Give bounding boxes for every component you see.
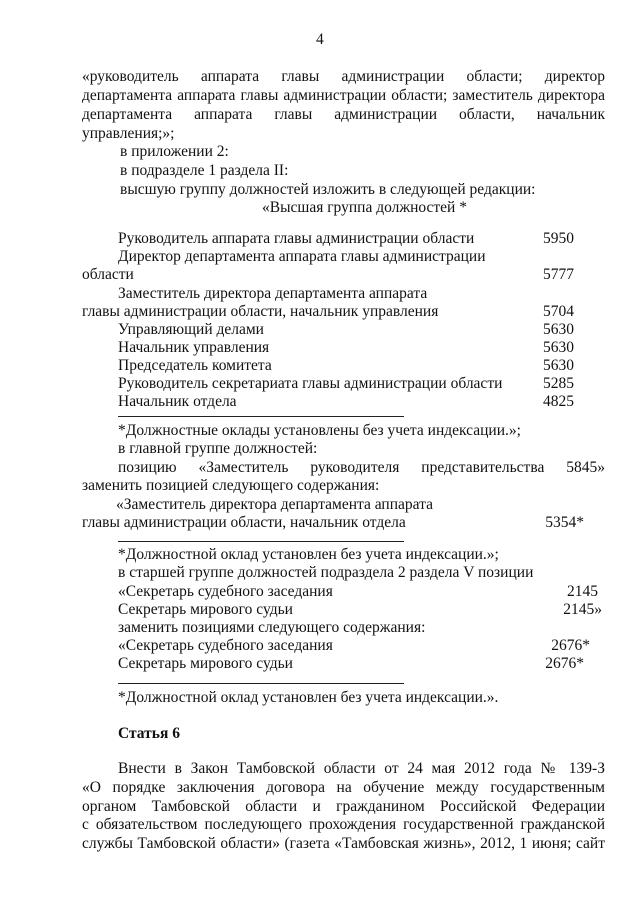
table-row-label: Руководитель секретариата главы администрации области [118,375,503,392]
table-row-value: 2145 [567,583,598,600]
table-row-label: Секретарь мирового судьи [118,655,293,672]
table-row-label: «Секретарь судебного заседания [118,583,333,600]
replace-positions-line: заменить позициями следующего содержания: [118,619,426,636]
intro-line: департамента аппарата главы администрации области, начальник [82,106,605,123]
subsection-line: в подразделе 1 раздела II: [120,162,289,179]
table-row-label: Управляющий делами [118,321,264,338]
table-row-label: Руководитель аппарата главы администрации области [118,230,475,247]
table-row-label: Председатель комитета [118,357,272,374]
table-row-value: 5630 [543,321,574,338]
footnote-rule [118,541,404,542]
article-line: службы Тамбовской области» (газета «Тамбовская жизнь», 2012, 1 июня; сайт [82,835,605,852]
article-title: Статья 6 [118,725,180,742]
table-row-value: 2676* [551,637,590,654]
highest-group-line: высшую группу должностей изложить в следующей редакции: [120,181,536,198]
table-row-value: 5630 [543,339,574,356]
senior-group-line: в старшей группе должностей подраздела 2 раздела V позиции [118,564,534,581]
table-row-value: 5950 [543,230,574,247]
deputy-line: «Заместитель директора департамента аппарата [116,496,433,513]
footnote-rule [118,416,404,417]
article-line: «О порядке заключения договора на обучение между государственным [82,779,605,796]
table-row-value: 5777 [543,266,574,283]
position-line: позицию «Заместитель руководителя представительства 5845» [118,459,605,476]
table-row-value: 2145» [563,601,602,618]
page-number: 4 [316,31,324,48]
table-row-label: Директор департамента аппарата главы администрации [118,248,486,265]
replace-line: заменить позицией следующего содержания: [82,477,380,494]
table-row-label: Начальник отдела [118,393,237,410]
table-row-label: главы администрации области, начальник управления [82,303,439,320]
footnote: *Должностной оклад установлен без учета индексации.»; [118,546,499,563]
appendix-line: в приложении 2: [120,143,229,160]
table-row-label: Секретарь мирового судьи [118,601,293,618]
main-group-line: в главной группе должностей: [118,440,318,457]
highest-group-title: «Высшая группа должностей * [262,199,467,216]
intro-line: «руководитель аппарата главы администрации области; директор [82,68,605,85]
deputy-line: главы администрации области, начальник отдела [82,514,406,531]
table-row-value: 2676* [545,655,584,672]
table-row-label: области [82,266,134,283]
table-row-label: Заместитель директора департамента аппарата [118,285,428,302]
deputy-value: 5354* [545,514,584,531]
table-row-value: 5285 [543,375,574,392]
intro-line: департамента аппарата главы администрации области; заместитель директора [82,87,605,104]
table-row-value: 4825 [543,393,574,410]
table-row-label: «Секретарь судебного заседания [118,637,333,654]
footnote: *Должностные оклады установлены без учета индексации.»; [118,422,521,439]
table-row-label: Начальник управления [118,339,270,356]
footnote-rule [118,683,404,684]
footnote: *Должностной оклад установлен без учета индексации.». [118,689,499,706]
article-line: органом Тамбовской области и гражданином Российской Федерации [82,798,605,815]
article-line: Внести в Закон Тамбовской области от 24 мая 2012 года № 139-З [118,760,605,777]
article-line: с обязательством последующего прохождения государственной гражданской [82,816,605,833]
intro-line: управления;»; [82,125,175,142]
table-row-value: 5704 [543,303,574,320]
table-row-value: 5630 [543,357,574,374]
